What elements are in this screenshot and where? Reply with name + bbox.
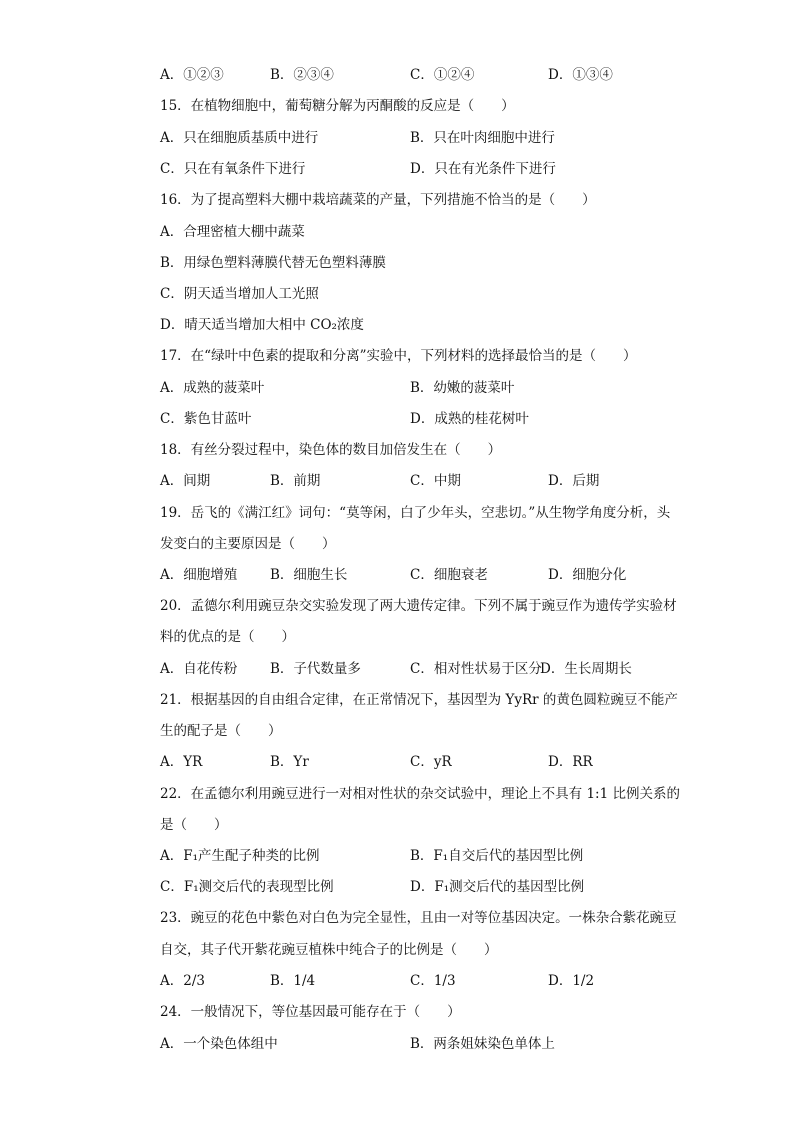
q22-stem-line2: 是（ ） (160, 817, 228, 833)
q15-stem: 15．在植物细胞中，葡萄糖分解为丙酮酸的反应是（ ） (160, 98, 515, 114)
q19-stem-line1: 19．岳飞的《满江红》词句：“莫等闲，白了少年头，空悲切。”从生物学角度分析，头 (160, 505, 671, 521)
q21-stem-line2: 生的配子是（ ） (160, 723, 282, 739)
q24-option-a: A．一个染色体组中 (160, 1036, 278, 1052)
q17-option-c: C．紫色甘蓝叶 (160, 411, 252, 427)
q14-option-b: B．②③④ (270, 67, 334, 83)
q15-option-d: D．只在有光条件下进行 (410, 161, 556, 177)
q18-option-c: C．中期 (410, 473, 461, 489)
q17-stem: 17．在“绿叶中色素的提取和分离”实验中，下列材料的选择最恰当的是（ ） (160, 348, 637, 364)
q20-stem-line1: 20．孟德尔利用豌豆杂交实验发现了两大遗传定律。下列不属于豌豆作为遗传学实验材 (160, 598, 677, 614)
q20-option-c: C．相对性状易于区分 (410, 661, 542, 677)
q17-option-a: A．成熟的菠菜叶 (160, 380, 265, 396)
q19-option-c: C．细胞衰老 (410, 567, 488, 583)
q20-stem-line2: 料的优点的是（ ） (160, 629, 295, 645)
q16-option-c: C．阴天适当增加人工光照 (160, 286, 319, 302)
q23-option-b: B．1/4 (270, 973, 316, 989)
q20-option-b: B．子代数量多 (270, 661, 361, 677)
q16-stem: 16．为了提高塑料大棚中栽培蔬菜的产量，下列措施不恰当的是（ ） (160, 192, 596, 208)
q18-option-a: A．间期 (160, 473, 211, 489)
q20-option-a: A．自花传粉 (160, 661, 238, 677)
q24-stem: 24．一般情况下，等位基因最可能存在于（ ） (160, 1004, 461, 1020)
q21-stem-line1: 21．根据基因的自由组合定律，在正常情况下，基因型为 YyRr 的黄色圆粒豌豆不能产 (160, 692, 678, 708)
q18-option-b: B．前期 (270, 473, 321, 489)
q22-option-d: D．F₁测交后代的基因型比例 (410, 879, 585, 895)
q15-option-a: A．只在细胞质基质中进行 (160, 130, 319, 146)
q15-option-b: B．只在叶肉细胞中进行 (410, 130, 555, 146)
q16-option-d: D．晴天适当增加大相中 CO₂浓度 (160, 317, 364, 333)
q18-stem: 18．有丝分裂过程中，染色体的数目加倍发生在（ ） (160, 442, 502, 458)
q14-option-c: C．①②④ (410, 67, 475, 83)
q16-option-a: A．合理密植大棚中蔬菜 (160, 224, 305, 240)
q23-stem-line2: 自交，其子代开紫花豌豆植株中纯合子的比例是（ ） (160, 942, 498, 958)
q22-stem-line1: 22．在孟德尔利用豌豆进行一对相对性状的杂交试验中，理论上不具有 1:1 比例关系的 (160, 786, 680, 802)
q24-option-b: B．两条姐妹染色单体上 (410, 1036, 555, 1052)
q16-option-b: B．用绿色塑料薄膜代替无色塑料薄膜 (160, 255, 386, 271)
q20-option-d: D．生长周期长 (540, 661, 632, 677)
q17-option-b: B．幼嫩的菠菜叶 (410, 380, 515, 396)
q19-option-d: D．细胞分化 (548, 567, 627, 583)
q23-stem-line1: 23．豌豆的花色中紫色对白色为完全显性，且由一对等位基因决定。一株杂合紫花豌豆 (160, 910, 677, 926)
q21-option-c: C．yR (410, 754, 452, 770)
q19-option-a: A．细胞增殖 (160, 567, 238, 583)
q22-option-c: C．F₁测交后代的表现型比例 (160, 879, 334, 895)
q21-option-a: A．YR (160, 754, 203, 770)
q18-option-d: D．后期 (548, 473, 600, 489)
q21-option-d: D．RR (548, 754, 593, 770)
q22-option-b: B．F₁自交后代的基因型比例 (410, 848, 584, 864)
q15-option-c: C．只在有氧条件下进行 (160, 161, 306, 177)
q14-option-a: A．①②③ (160, 67, 224, 83)
q22-option-a: A．F₁产生配子种类的比例 (160, 848, 320, 864)
q19-option-b: B．细胞生长 (270, 567, 348, 583)
q23-option-d: D．1/2 (548, 973, 595, 989)
q21-option-b: B．Yr (270, 754, 309, 770)
q19-stem-line2: 发变白的主要原因是（ ） (160, 536, 336, 552)
q23-option-a: A．2/3 (160, 973, 205, 989)
q17-option-d: D．成熟的桂花树叶 (410, 411, 529, 427)
q23-option-c: C．1/3 (410, 973, 456, 989)
q14-option-d: D．①③④ (548, 67, 613, 83)
